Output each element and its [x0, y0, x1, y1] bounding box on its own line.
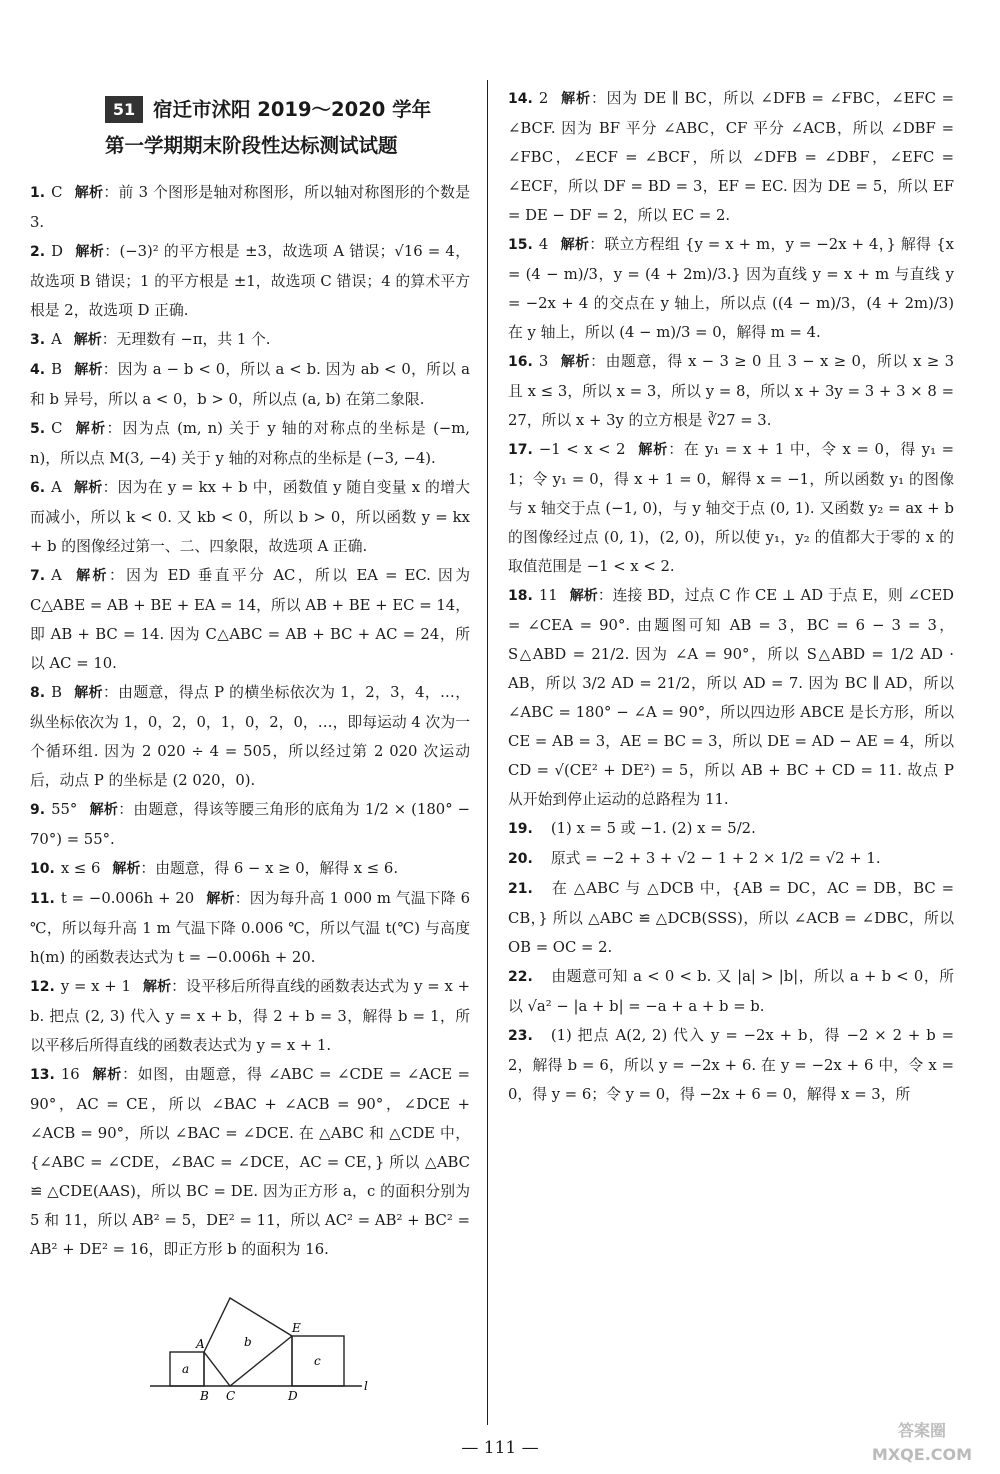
answer-number: 18.	[508, 588, 533, 604]
answer-number: 3.	[30, 332, 46, 348]
answer-number: 22.	[508, 969, 533, 985]
analysis-text: ：如图，由题意，得 ∠ABC = ∠CDE = ∠ACE = 90°，AC = CE，所以 ∠BAC + ∠ACB = 90°，∠DCE + ∠ACB = 90°，所以 ∠BAC = ∠DCE. 在 △ABC 和 △CDE 中，{∠ABC = ∠CDE，∠BAC = ∠DCE，AC = CE，} 所以 △ABC ≌ △CDE(AAS)，所以 BC = DE. 因为正方形 a，c 的面积分别为 5 和 11，所以 AB² = 5，DE² = 11，所以 AC² = AB² + BC² = AB² + DE² = 16，即正方形 b 的面积为 16.	[30, 1066, 471, 1258]
answer-number: 21.	[508, 881, 533, 897]
answer-number: 6.	[30, 480, 46, 496]
answer-item	[508, 874, 954, 962]
answer-item	[30, 884, 470, 972]
answer-item	[30, 237, 470, 325]
analysis-text: ：前 3 个图形是轴对称图形，所以轴对称图形的个数是 3.	[30, 184, 471, 231]
right-column	[508, 84, 954, 1109]
analysis-keyword: 解析	[560, 91, 591, 107]
answer-item	[30, 473, 470, 561]
analysis-keyword: 解析	[560, 237, 590, 253]
analysis-text: ：由题意，得该等腰三角形的底角为 1/2 × (180° − 70°) = 55°.	[30, 801, 471, 848]
answer-item	[508, 1021, 954, 1109]
answer-item	[508, 844, 954, 874]
answer-number: 16.	[508, 354, 533, 370]
answer-number: 17.	[508, 442, 533, 458]
analysis-text: 原式 = −2 + 3 + √2 − 1 + 2 × 1/2 = √2 + 1.	[550, 850, 881, 867]
section-title-line2: 第一学期期末阶段性达标测试试题	[105, 134, 398, 157]
analysis-keyword: 解析	[637, 442, 669, 458]
analysis-text: ：连接 BD，过点 C 作 CE ⊥ AD 于点 E，则 ∠CED = ∠CEA = 90°. 由题图可知 AB = 3，BC = 6 − 3 = 3，S△ABD = 21/2. 因为 ∠A = 90°，所以 S△ABD = 1/2 AD · AB，所以 3/2 AD = 21/2，所以 AD = 7. 因为 BC ∥ AD，所以 ∠ABC = 180° − ∠A = 90°，所以四边形 ABCE 是长方形，所以 CE = AB = 3，AE = BC = 3，所以 DE = AD − AE = 4，所以 CD = √(CE² + DE²) = 5，所以 AB + BC + CD = 11. 故点 P 从开始到停止运动的总路程为 11.	[508, 587, 954, 808]
answer-number: 20.	[508, 851, 533, 867]
answer-choice: A	[51, 567, 62, 584]
analysis-keyword: 解析	[569, 588, 598, 604]
answer-choice: y = x + 1	[60, 978, 131, 995]
answer-choice: 4	[538, 236, 549, 253]
analysis-text: ：由题意，得 6 − x ≥ 0，解得 x ≤ 6.	[140, 860, 399, 877]
section-header	[105, 92, 465, 164]
answer-choice: x ≤ 6	[60, 860, 101, 877]
watermark-line2: MXQE.COM	[871, 1445, 973, 1464]
analysis-text: ：由题意，得 x − 3 ≥ 0 且 3 − x ≥ 0，所以 x ≥ 3 且 x ≤ 3，所以 x = 3，所以 y = 8，所以 x + 3y = 3 + 3 × 8 = 27，所以 x + 3y 的立方根是 ∛27 = 3.	[508, 353, 955, 429]
answer-choice: 2	[538, 90, 549, 107]
watermark-line1: 答案圈	[897, 1421, 947, 1440]
answer-number: 14.	[508, 91, 533, 107]
answer-item	[30, 325, 470, 355]
analysis-keyword: 解析	[74, 185, 104, 201]
answer-item	[508, 347, 954, 435]
answer-item	[508, 814, 954, 844]
analysis-text: 在 △ABC 与 △DCB 中，{AB = DC，AC = DB，BC = CB，} 所以 △ABC ≌ △DCB(SSS)，所以 ∠ACB = ∠DBC，所以 OB = OC = 2.	[508, 880, 954, 956]
analysis-keyword: 解析	[73, 480, 103, 496]
answer-number: 4.	[30, 362, 46, 378]
answer-number: 7.	[30, 568, 46, 584]
answer-choice: B	[51, 361, 62, 378]
answer-choice: A	[51, 331, 62, 348]
analysis-text: ：(−3)² 的平方根是 ±3，故选项 A 错误；√16 = 4，故选项 B 错误；1 的平方根是 ±1，故选项 C 错误；4 的算术平方根是 2，故选项 D 正确.	[30, 243, 470, 319]
answer-number: 9.	[30, 802, 46, 818]
answer-number: 23.	[508, 1028, 533, 1044]
answer-item	[30, 178, 470, 237]
answer-number: 2.	[30, 244, 46, 260]
analysis-text: ：因为 a − b < 0，所以 a < b. 因为 ab < 0，所以 a 和 b 异号，所以 a < 0，b > 0，所以点 (a, b) 在第二象限.	[30, 361, 470, 408]
left-column	[30, 178, 470, 1264]
analysis-text: ：因为 DE ∥ BC，所以 ∠DFB = ∠FBC，∠EFC = ∠BCF. 因为 BF 平分 ∠ABC，CF 平分 ∠ACB，所以 ∠DBF = ∠FBC，∠ECF = ∠BCF，所以 ∠DFB = ∠DBF，∠EFC = ∠ECF，所以 DF = BD = 3，EF = EC. 因为 DE = 5，所以 EF = DE − DF = 2，所以 EC = 2.	[508, 90, 954, 224]
answer-number: 1.	[30, 185, 46, 201]
section-title-line1: 宿迁市沭阳 2019～2020 学年	[153, 98, 432, 121]
analysis-text: ：联立方程组 {y = x + m，y = −2x + 4，} 解得 {x = (4 − m)/3，y = (4 + 2m)/3.} 因为直线 y = x + m 与直线 y = −2x + 4 的交点在 y 轴上，所以点 ((4 − m)/3，(4 + 2m)/3) 在 y 轴上，所以 (4 − m)/3 = 0，解得 m = 4.	[508, 236, 955, 341]
label-b: b	[244, 1335, 252, 1349]
geometry-figure	[150, 1290, 380, 1405]
answer-item	[508, 230, 954, 347]
analysis-keyword: 解析	[112, 861, 141, 877]
answer-choice: C	[51, 184, 63, 201]
analysis-keyword: 解析	[74, 244, 105, 260]
answer-number: 13.	[30, 1067, 55, 1083]
answer-number: 15.	[508, 237, 533, 253]
label-B: B	[200, 1389, 209, 1403]
answer-number: 11.	[30, 891, 55, 907]
label-D: D	[288, 1389, 298, 1403]
analysis-text: 由题意可知 a < 0 < b. 又 |a| > |b|，所以 a + b < 0，所以 √a² − |a + b| = −a + a + b = b.	[508, 968, 954, 1015]
answer-number: 5.	[30, 421, 46, 437]
answer-item	[30, 854, 470, 884]
answer-choice: t = −0.006h + 20	[60, 890, 195, 907]
label-l: l	[364, 1379, 368, 1393]
analysis-text: ：因为在 y = kx + b 中，函数值 y 随自变量 x 的增大而减小，所以 k < 0. 又 kb < 0，所以 b > 0，所以函数 y = kx + b 的图像经过第一、二、四象限，故选项 A 正确.	[30, 479, 470, 555]
label-a: a	[182, 1362, 190, 1376]
answer-item	[30, 972, 470, 1060]
analysis-text: (1) x = 5 或 −1. (2) x = 5/2.	[550, 820, 756, 837]
page-number: — 111 —	[461, 1438, 539, 1458]
analysis-keyword: 解析	[74, 421, 107, 437]
answer-item	[508, 435, 954, 581]
column-divider	[487, 80, 488, 1425]
analysis-keyword: 解析	[73, 332, 102, 348]
analysis-keyword: 解析	[142, 979, 172, 995]
answer-choice: C	[51, 420, 63, 437]
answer-choice: 3	[538, 353, 549, 370]
label-C: C	[226, 1389, 236, 1403]
answer-choice: 16	[60, 1066, 80, 1083]
answer-item	[508, 84, 954, 230]
answer-choice: D	[51, 243, 63, 260]
analysis-text: ：在 y₁ = x + 1 中，令 x = 0，得 y₁ = 1；令 y₁ = 0，得 x + 1 = 0，解得 x = −1，所以函数 y₁ 的图像与 x 轴交于点 (−1, 0)，与 y 轴交于点 (0, 1). 又函数 y₂ = ax + b 的图像经过点 (0, 1)，(2, 0)，所以使 y₁，y₂ 的值都大于零的 x 的取值范围是 −1 < x < 2.	[508, 441, 954, 575]
analysis-text: ：因为点 (m, n) 关于 y 轴的对称点的坐标是 (−m, n)，所以点 M(3, −4) 关于 y 轴的对称点的坐标是 (−3, −4).	[30, 420, 470, 467]
analysis-keyword: 解析	[73, 685, 104, 701]
analysis-text: (1) 把点 A(2, 2) 代入 y = −2x + b，得 −2 × 2 + b = 2，解得 b = 6，所以 y = −2x + 6. 在 y = −2x + 6 中，令 x = 0，得 y = 6；令 y = 0，得 −2x + 6 = 0，解得 x = 3，所	[508, 1027, 954, 1103]
analysis-keyword: 解析	[91, 1067, 123, 1083]
answer-item	[30, 1060, 470, 1264]
analysis-keyword: 解析	[73, 362, 103, 378]
answer-choice: −1 < x < 2	[538, 441, 626, 458]
answer-choice: B	[51, 684, 62, 701]
answer-item	[508, 581, 954, 814]
watermark-logo	[852, 1406, 992, 1468]
label-c: c	[314, 1354, 321, 1368]
answer-item	[30, 678, 470, 795]
answer-number: 12.	[30, 979, 55, 995]
answer-item	[508, 962, 954, 1021]
answer-item	[30, 795, 470, 854]
answer-number: 10.	[30, 861, 55, 877]
analysis-text: ：由题意，得点 P 的横坐标依次为 1，2，3，4，…，纵坐标依次为 1，0，2，0，1，0，2，0，…，即每运动 4 次为一个循环组. 因为 2 020 ÷ 4 = 505，所以经过第 2 020 次运动后，动点 P 的坐标是 (2 020，0).	[30, 684, 470, 789]
answer-choice: 55°	[51, 801, 78, 818]
analysis-keyword: 解析	[560, 354, 591, 370]
section-number-badge: 51	[105, 96, 143, 123]
analysis-keyword: 解析	[206, 891, 235, 907]
analysis-keyword: 解析	[73, 568, 109, 584]
answer-choice: A	[51, 479, 62, 496]
answer-item	[30, 355, 470, 414]
answer-item	[30, 414, 470, 473]
analysis-text: ：因为每升高 1 000 m 气温下降 6 ℃，所以每升高 1 m 气温下降 0.006 ℃，所以气温 t(℃) 与高度 h(m) 的函数表达式为 t = −0.006h + 20.	[30, 890, 471, 966]
analysis-text: ：因为 ED 垂直平分 AC，所以 EA = EC. 因为 C△ABE = AB + BE + EA = 14，所以 AB + BE + EC = 14，即 AB + BC = 14. 因为 C△ABC = AB + BC + AC = 24，所以 AC = 10.	[30, 567, 470, 672]
answer-number: 19.	[508, 821, 533, 837]
answer-choice: 11	[538, 587, 558, 604]
analysis-keyword: 解析	[89, 802, 119, 818]
label-E: E	[292, 1321, 301, 1335]
analysis-text: ：无理数有 −π，共 1 个.	[101, 331, 271, 348]
label-A: A	[196, 1337, 205, 1351]
answer-item	[30, 561, 470, 678]
answer-number: 8.	[30, 685, 46, 701]
analysis-text: ：设平移后所得直线的函数表达式为 y = x + b. 把点 (2, 3) 代入 y = x + b，得 2 + b = 3，解得 b = 1，所以平移后所得直线的函数表达式为 y = x + 1.	[30, 978, 470, 1054]
